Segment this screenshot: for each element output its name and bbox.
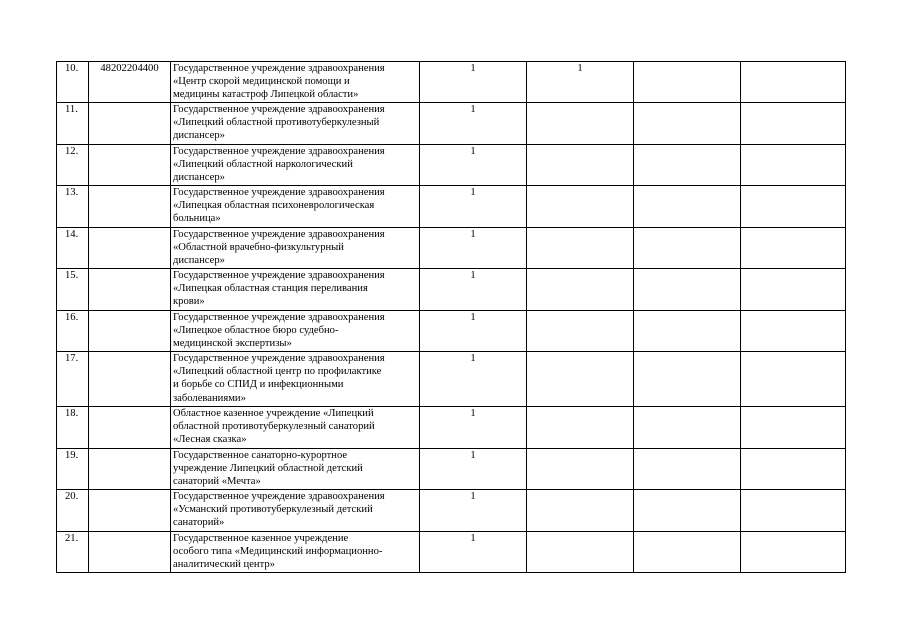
row-number: 19. xyxy=(57,449,89,490)
table-row xyxy=(57,228,846,269)
row-number: 13. xyxy=(57,186,89,228)
institution-name-line: Областное казенное учреждение «Липецкий xyxy=(173,408,374,419)
value-cell-4 xyxy=(741,145,846,186)
table-row xyxy=(57,269,846,311)
row-code xyxy=(89,311,171,352)
institution-name-line: «Липецкое областное бюро судебно- xyxy=(173,325,339,337)
institution-name-line: и борьбе со СПИД и инфекционными xyxy=(173,379,344,391)
table-row xyxy=(57,62,846,103)
value-cell-1: 1 xyxy=(420,407,527,449)
value-cell-4 xyxy=(741,269,846,311)
institution-name xyxy=(171,228,420,269)
institution-name-line: Государственное казенное учреждение xyxy=(173,533,349,544)
value-cell-2 xyxy=(527,228,634,269)
institution-name-line: диспансер» xyxy=(173,255,225,267)
institution-name xyxy=(171,311,420,352)
institutions-table xyxy=(56,61,846,573)
table-body xyxy=(57,62,846,573)
row-code xyxy=(89,490,171,532)
table-row xyxy=(57,532,846,573)
value-cell-2 xyxy=(527,532,634,573)
row-code xyxy=(89,103,171,145)
institution-name xyxy=(171,532,420,573)
value-cell-4 xyxy=(741,103,846,145)
value-cell-4 xyxy=(741,186,846,228)
institution-name-line: санаторий «Мечта» xyxy=(173,476,261,488)
institution-name xyxy=(171,145,420,186)
value-cell-2 xyxy=(527,269,634,311)
institution-name-line: «Липецкий областной наркологический xyxy=(173,159,353,171)
value-cell-2 xyxy=(527,352,634,407)
institution-name-line: Государственное учреждение здравоохранения xyxy=(173,104,385,115)
value-cell-1: 1 xyxy=(420,145,527,186)
value-cell-4 xyxy=(741,407,846,449)
value-cell-3 xyxy=(634,311,741,352)
institution-name-line: Государственное учреждение здравоохранения xyxy=(173,229,385,240)
value-cell-3 xyxy=(634,186,741,228)
institution-name-line: «Липецкий областной противотуберкулезный xyxy=(173,117,380,129)
institution-name-line: «Липецкая областная станция переливания xyxy=(173,283,368,295)
value-cell-1: 1 xyxy=(420,269,527,311)
institution-name-line: «Центр скорой медицинской помощи и xyxy=(173,76,350,88)
institution-name-line: областной противотуберкулезный санаторий xyxy=(173,421,375,433)
table-row xyxy=(57,449,846,490)
row-code xyxy=(89,269,171,311)
row-code xyxy=(89,449,171,490)
value-cell-1: 1 xyxy=(420,532,527,573)
row-code xyxy=(89,407,171,449)
table-row xyxy=(57,352,846,407)
institution-name xyxy=(171,103,420,145)
institution-name-line: медицинской экспертизы» xyxy=(173,338,292,350)
institution-name-line: аналитический центр» xyxy=(173,559,275,571)
value-cell-4 xyxy=(741,311,846,352)
value-cell-2 xyxy=(527,103,634,145)
institution-name xyxy=(171,186,420,228)
table-row xyxy=(57,103,846,145)
value-cell-4 xyxy=(741,228,846,269)
institution-name xyxy=(171,352,420,407)
value-cell-3 xyxy=(634,145,741,186)
value-cell-4 xyxy=(741,532,846,573)
institution-name xyxy=(171,269,420,311)
value-cell-2 xyxy=(527,186,634,228)
value-cell-3 xyxy=(634,490,741,532)
row-number: 18. xyxy=(57,407,89,449)
institution-name-line: «Липецкая областная психоневрологическая xyxy=(173,200,375,212)
value-cell-1: 1 xyxy=(420,103,527,145)
value-cell-2: 1 xyxy=(527,62,634,103)
institution-name-line: заболеваниями» xyxy=(173,392,246,404)
value-cell-2 xyxy=(527,449,634,490)
institution-name-line: «Липецкий областной центр по профилактике xyxy=(173,366,382,378)
value-cell-1: 1 xyxy=(420,352,527,407)
value-cell-4 xyxy=(741,352,846,407)
institution-name-line: Государственное учреждение здравоохранения xyxy=(173,63,385,74)
institution-name-line: больница» xyxy=(173,213,221,225)
institution-name-line: диспансер» xyxy=(173,172,225,184)
value-cell-3 xyxy=(634,352,741,407)
institution-name-line: «Усманский противотуберкулезный детский xyxy=(173,504,373,516)
row-number: 14. xyxy=(57,228,89,269)
value-cell-3 xyxy=(634,62,741,103)
institution-name-line: санаторий» xyxy=(173,517,225,529)
row-number: 12. xyxy=(57,145,89,186)
value-cell-3 xyxy=(634,228,741,269)
value-cell-1: 1 xyxy=(420,490,527,532)
row-code xyxy=(89,145,171,186)
table-row xyxy=(57,490,846,532)
row-number: 10. xyxy=(57,62,89,103)
value-cell-3 xyxy=(634,449,741,490)
value-cell-4 xyxy=(741,490,846,532)
row-number: 20. xyxy=(57,490,89,532)
value-cell-2 xyxy=(527,311,634,352)
row-number: 17. xyxy=(57,352,89,407)
institution-name-line: Государственное учреждение здравоохранения xyxy=(173,146,385,157)
value-cell-2 xyxy=(527,145,634,186)
row-code xyxy=(89,352,171,407)
institution-name-line: Государственное учреждение здравоохранения xyxy=(173,270,385,281)
institution-name-line: Государственное санаторно-курортное xyxy=(173,450,348,461)
row-code xyxy=(89,228,171,269)
value-cell-4 xyxy=(741,62,846,103)
institution-name xyxy=(171,62,420,103)
value-cell-4 xyxy=(741,449,846,490)
institution-name xyxy=(171,490,420,532)
table-row xyxy=(57,145,846,186)
institution-name-line: «Лесная сказка» xyxy=(173,434,247,446)
institution-name-line: Государственное учреждение здравоохранения xyxy=(173,312,385,323)
table-row xyxy=(57,311,846,352)
row-number: 15. xyxy=(57,269,89,311)
value-cell-3 xyxy=(634,103,741,145)
value-cell-1: 1 xyxy=(420,449,527,490)
value-cell-3 xyxy=(634,269,741,311)
institution-name-line: медицины катастроф Липецкой области» xyxy=(173,89,359,101)
table-row xyxy=(57,407,846,449)
institution-name xyxy=(171,449,420,490)
institution-name-line: особого типа «Медицинский информационно- xyxy=(173,546,383,558)
institution-name-line: Государственное учреждение здравоохранения xyxy=(173,491,385,502)
institution-name xyxy=(171,407,420,449)
value-cell-1: 1 xyxy=(420,311,527,352)
value-cell-1: 1 xyxy=(420,186,527,228)
institution-name-line: крови» xyxy=(173,296,205,308)
value-cell-3 xyxy=(634,407,741,449)
value-cell-1: 1 xyxy=(420,228,527,269)
row-code: 48202204400 xyxy=(89,62,171,103)
row-number: 21. xyxy=(57,532,89,573)
institution-name-line: Государственное учреждение здравоохранения xyxy=(173,187,385,198)
value-cell-3 xyxy=(634,532,741,573)
institution-name-line: Государственное учреждение здравоохранения xyxy=(173,353,385,364)
row-code xyxy=(89,186,171,228)
row-number: 11. xyxy=(57,103,89,145)
value-cell-1: 1 xyxy=(420,62,527,103)
value-cell-2 xyxy=(527,407,634,449)
row-number: 16. xyxy=(57,311,89,352)
institution-name-line: диспансер» xyxy=(173,130,225,142)
table-row xyxy=(57,186,846,228)
value-cell-2 xyxy=(527,490,634,532)
institution-name-line: учреждение Липецкий областной детский xyxy=(173,463,363,475)
institution-name-line: «Областной врачебно-физкультурный xyxy=(173,242,344,254)
row-code xyxy=(89,532,171,573)
